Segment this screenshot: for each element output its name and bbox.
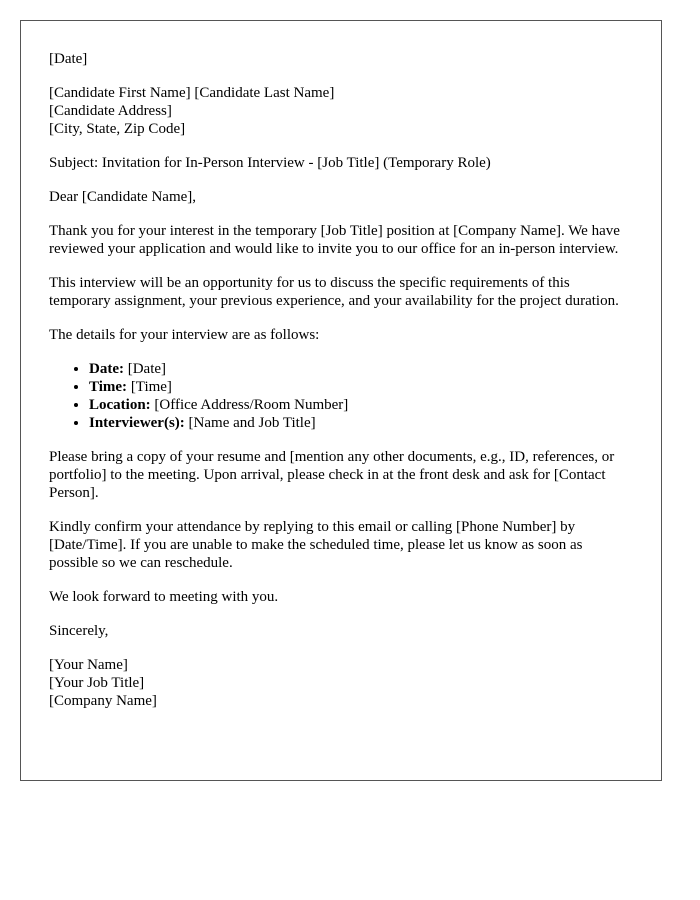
salutation: Dear [Candidate Name], (49, 189, 197, 205)
list-item (89, 396, 633, 414)
list-item (89, 414, 633, 432)
signature-block (49, 656, 633, 710)
signature-title: [Your Job Title] (49, 675, 145, 691)
subject-line: Subject: Invitation for In-Person Interview - [Job Title] (Temporary Role) (49, 155, 491, 171)
recipient-name-line: [Candidate First Name] [Candidate Last Name] (49, 85, 335, 101)
paragraph-documents: Please bring a copy of your resume and [mention any other documents, e.g., ID, references, or portfolio] to the meeting. Upon arrival, please check in at the front desk and ask for [Contact Person]. (49, 449, 615, 501)
paragraph-confirmation: Kindly confirm your attendance by replying to this email or calling [Phone Number] by [Date/Time]. If you are unable to make the scheduled time, please let us know as soon as possible so we can reschedule. (49, 519, 583, 571)
recipient-address-line: [Candidate Address] (49, 103, 172, 119)
paragraph-purpose: This interview will be an opportunity for us to discuss the specific requirements of this temporary assignment, your previous experience, and your availability for the project duration. (49, 275, 619, 309)
detail-label: Time: (89, 379, 128, 395)
letter-page (20, 20, 662, 781)
detail-value: [Name and Job Title] (184, 415, 316, 431)
signature-name: [Your Name] (49, 657, 128, 673)
detail-label: Interviewer(s): (89, 415, 185, 431)
paragraph-intro: Thank you for your interest in the temporary [Job Title] position at [Company Name]. We have reviewed your application and would like to invite you to our office for an in-person interview. (49, 223, 620, 257)
list-item (89, 378, 633, 396)
signature-company: [Company Name] (49, 693, 157, 709)
recipient-address (49, 84, 633, 138)
detail-value: [Date] (123, 361, 167, 377)
list-item (89, 360, 633, 378)
paragraph-closing-remark: We look forward to meeting with you. (49, 589, 279, 605)
detail-label: Date: (89, 361, 124, 377)
letter-date: [Date] (49, 51, 88, 67)
details-intro: The details for your interview are as follows: (49, 327, 320, 343)
recipient-city-line: [City, State, Zip Code] (49, 121, 186, 137)
closing: Sincerely, (49, 623, 109, 639)
detail-label: Location: (89, 397, 151, 413)
interview-details-list (49, 360, 633, 432)
detail-value: [Office Address/Room Number] (150, 397, 349, 413)
detail-value: [Time] (127, 379, 172, 395)
